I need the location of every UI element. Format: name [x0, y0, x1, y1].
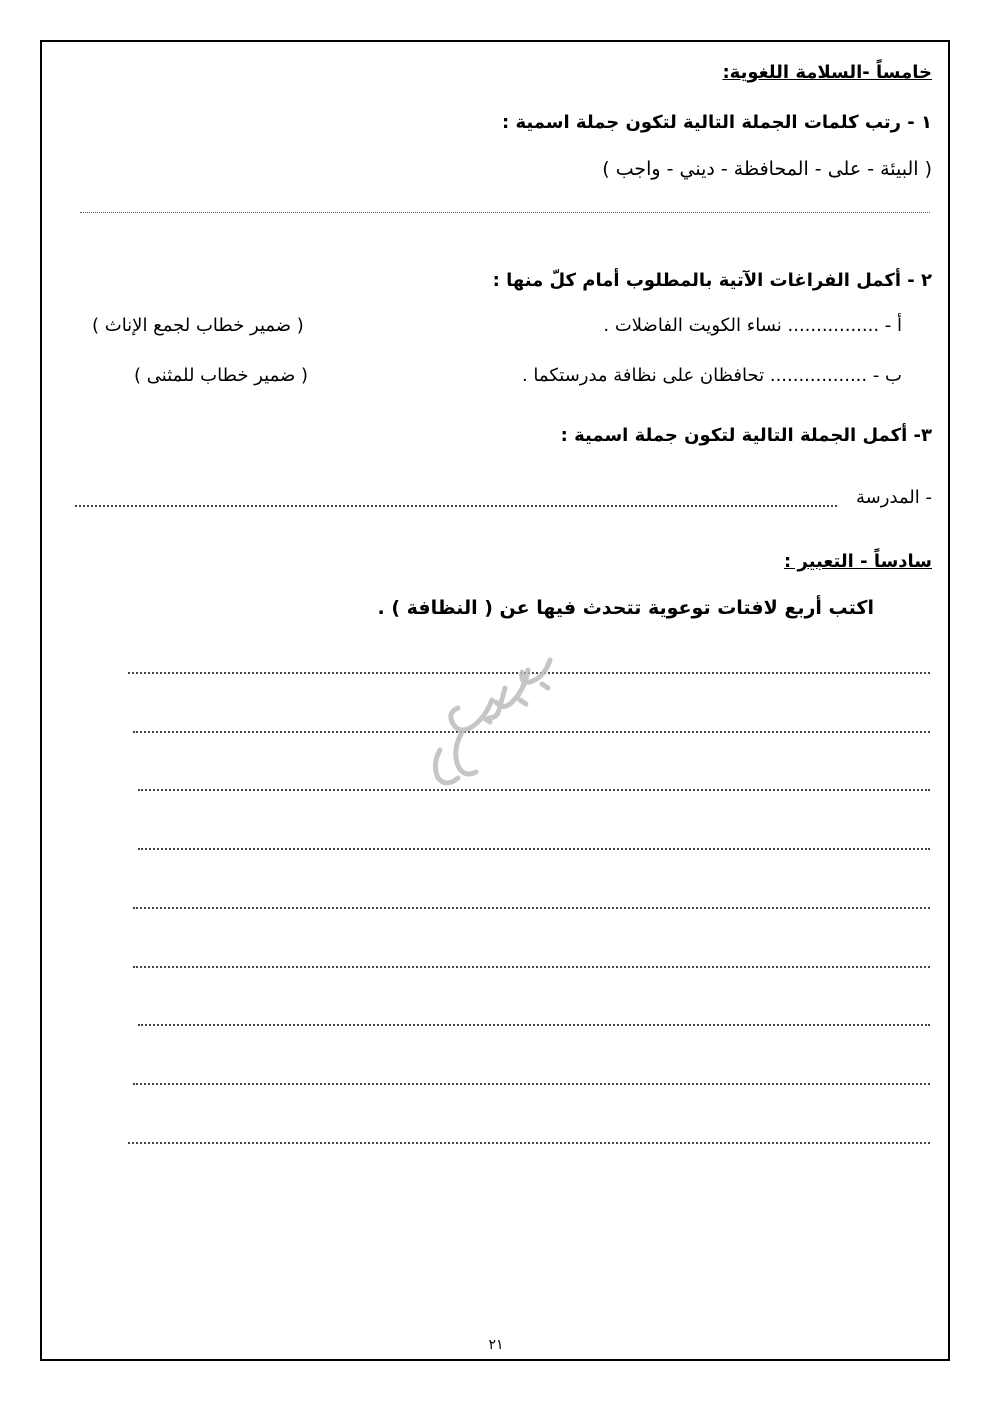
- writing-line[interactable]: [133, 966, 930, 968]
- q2-item-a-hint: ( ضمير خطاب لجمع الإناث ): [92, 315, 304, 336]
- q1-words: ( البيئة - على - المحافظة - ديني - واجب ): [602, 158, 932, 180]
- q2-item-b: ب - ................. تحافظان على نظافة مدرستكما .: [521, 365, 902, 386]
- q2-item-b-hint: ( ضمير خطاب للمثنى ): [134, 365, 309, 386]
- q1-answer-line[interactable]: [80, 212, 930, 213]
- writing-line[interactable]: [138, 1024, 930, 1026]
- q2-item-a: أ - ................ نساء الكويت الفاضلات .: [603, 315, 902, 336]
- watermark-logo: [400, 640, 600, 800]
- section6-prompt: اكتب أربع لافتات توعوية تتحدث فيها عن ( النظافة ) .: [377, 597, 874, 619]
- section5-heading: خامساً -السلامة اللغوية:: [722, 62, 932, 83]
- page-number: ٢١: [488, 1337, 504, 1353]
- section6-heading: سادساً - التعبير :: [784, 551, 932, 572]
- writing-line[interactable]: [133, 1083, 930, 1085]
- q3-answer-line[interactable]: [75, 505, 837, 507]
- writing-line[interactable]: [133, 907, 930, 909]
- writing-line[interactable]: [138, 848, 930, 850]
- q1-prompt: ١ - رتب كلمات الجملة التالية لتكون جملة اسمية :: [502, 112, 932, 133]
- writing-line[interactable]: [128, 1142, 930, 1144]
- q2-prompt: ٢ - أكمل الفراغات الآتية بالمطلوب أمام كلّ منها :: [492, 270, 932, 291]
- q3-prompt: ٣- أكمل الجملة التالية لتكون جملة اسمية :: [560, 425, 932, 446]
- q3-start: - المدرسة: [856, 487, 932, 508]
